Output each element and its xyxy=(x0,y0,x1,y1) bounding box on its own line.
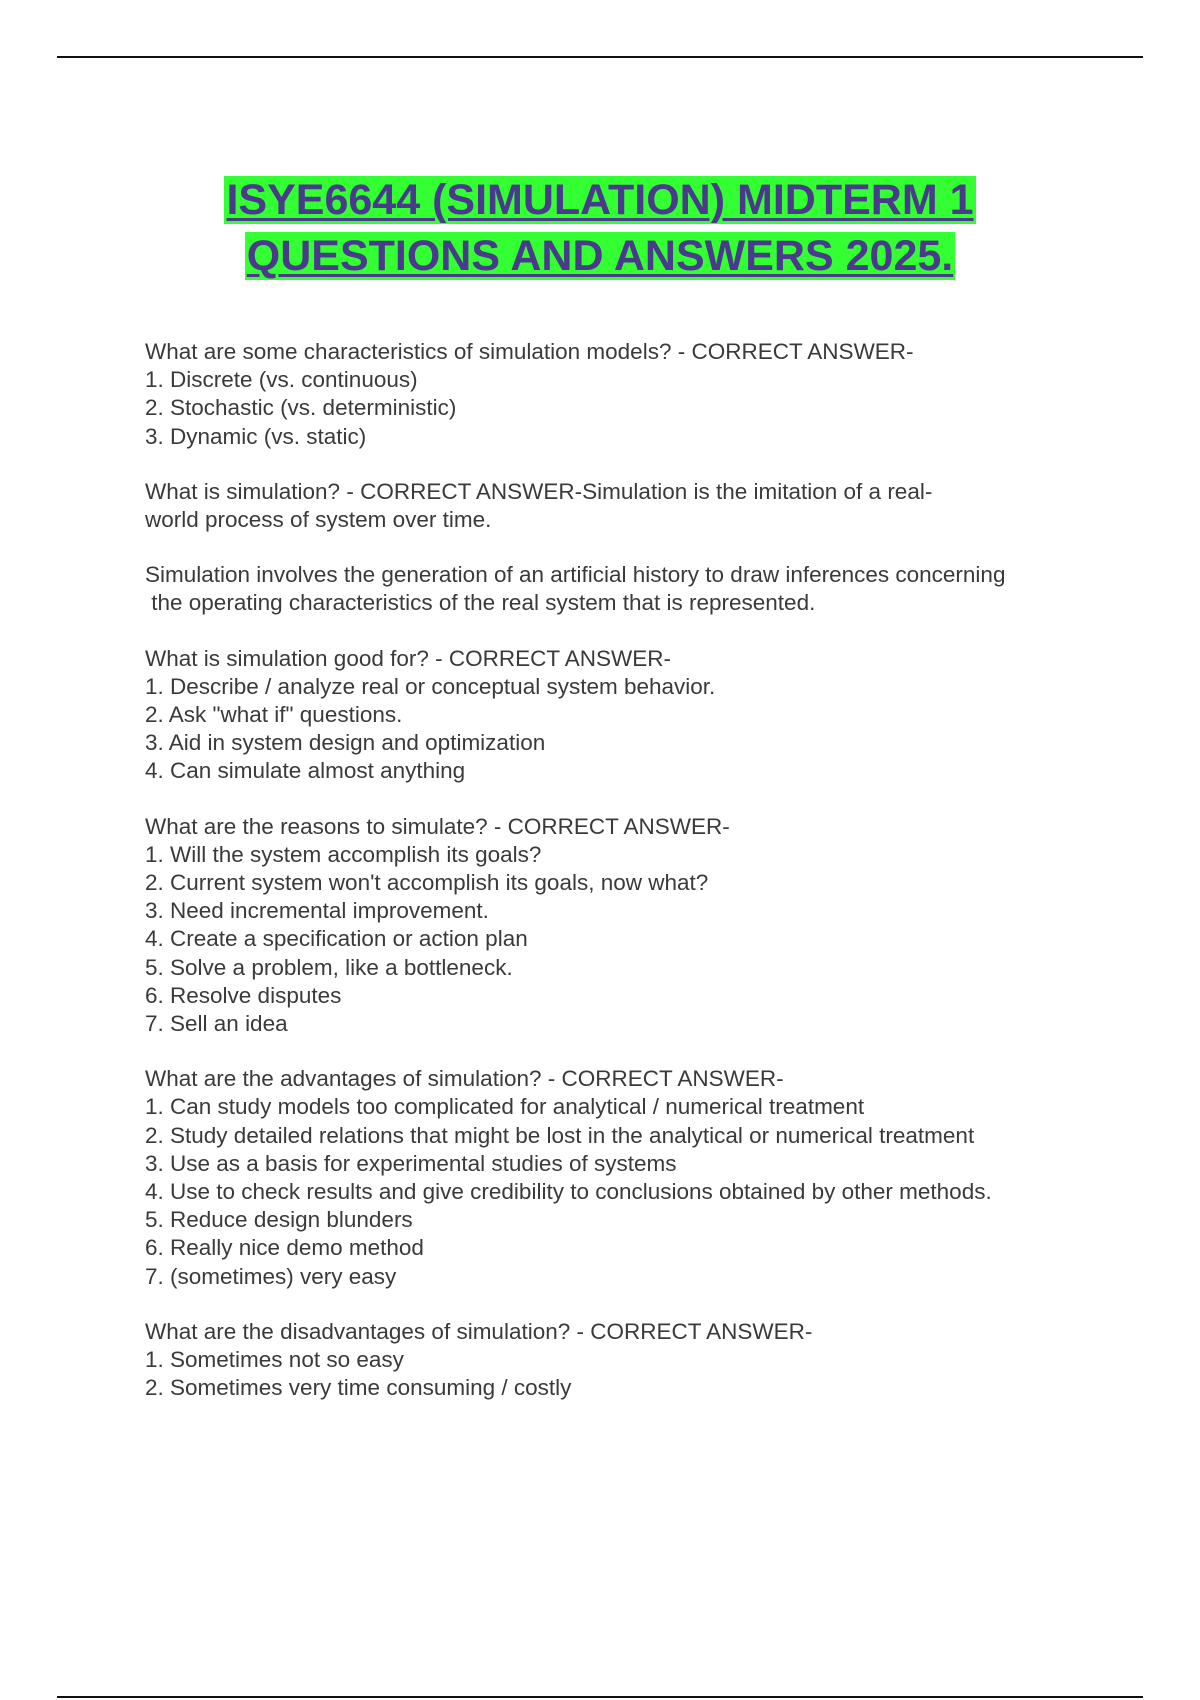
qa-block-good-for xyxy=(145,645,1105,786)
qa-block-reasons xyxy=(145,813,1105,1039)
answer-item: 2. Current system won't accomplish its goals, now what? xyxy=(145,870,709,896)
title-line-1: ISYE6644 (SIMULATION) MIDTERM 1 xyxy=(226,176,974,224)
answer-item: 7. Sell an idea xyxy=(145,1011,288,1037)
answer-paragraph-line: the operating characteristics of the real system that is represented. xyxy=(145,590,816,616)
answer-item: 2. Stochastic (vs. deterministic) xyxy=(145,395,457,421)
top-rule xyxy=(57,56,1143,58)
answer-item: 1. Will the system accomplish its goals? xyxy=(145,841,542,867)
qa-block-disadvantages xyxy=(145,1318,1105,1403)
answer-paragraph-line: Simulation involves the generation of an artificial history to draw inferences concerning xyxy=(145,562,1006,588)
answer-item: 2. Ask "what if" questions. xyxy=(145,702,403,728)
answer-item: 2. Study detailed relations that might be lost in the analytical or numerical treatment xyxy=(145,1122,975,1148)
question: What are some characteristics of simulation models? - CORRECT ANSWER- xyxy=(145,339,914,364)
answer-item: 7. (sometimes) very easy xyxy=(145,1263,397,1289)
qa-block-what-is-simulation xyxy=(145,478,1105,618)
answer-item: 6. Really nice demo method xyxy=(145,1235,424,1261)
answer-item: 4. Can simulate almost anything xyxy=(145,758,466,784)
answer-item: 3. Dynamic (vs. static) xyxy=(145,423,367,449)
answer-item: 3. Aid in system design and optimization xyxy=(145,730,546,756)
answer-list xyxy=(145,841,1105,1038)
question-line: world process of system over time. xyxy=(145,507,492,533)
answer-item: 4. Use to check results and give credibility to conclusions obtained by other methods. xyxy=(145,1179,992,1205)
answer-list xyxy=(145,1093,1105,1290)
answer-item: 1. Sometimes not so easy xyxy=(145,1347,404,1373)
question: What is simulation good for? - CORRECT ANSWER- xyxy=(145,645,671,671)
answer-list xyxy=(145,366,1105,451)
answer-item: 1. Describe / analyze real or conceptual system behavior. xyxy=(145,673,716,699)
answer-item: 1. Can study models too complicated for analytical / numerical treatment xyxy=(145,1094,865,1120)
answer-list xyxy=(145,673,1105,786)
qa-block-characteristics xyxy=(145,338,1105,451)
document-title xyxy=(0,172,1200,284)
answer-list xyxy=(145,1346,1105,1402)
question: What are the disadvantages of simulation? - CORRECT ANSWER- xyxy=(145,1318,813,1344)
title-line-2: QUESTIONS AND ANSWERS 2025. xyxy=(246,232,954,280)
answer-item: 3. Use as a basis for experimental studies of systems xyxy=(145,1150,677,1176)
answer-item: 2. Sometimes very time consuming / costly xyxy=(145,1375,572,1401)
answer-item: 6. Resolve disputes xyxy=(145,982,342,1008)
answer-item: 3. Need incremental improvement. xyxy=(145,898,489,924)
question: What are the reasons to simulate? - CORRECT ANSWER- xyxy=(145,813,730,839)
answer-item: 5. Reduce design blunders xyxy=(145,1207,413,1233)
bottom-rule xyxy=(57,1696,1143,1698)
question: What are the advantages of simulation? - CORRECT ANSWER- xyxy=(145,1066,784,1092)
answer-item: 5. Solve a problem, like a bottleneck. xyxy=(145,954,513,980)
qa-block-advantages xyxy=(145,1065,1105,1291)
answer-item: 4. Create a specification or action plan xyxy=(145,926,528,952)
question-line: What is simulation? - CORRECT ANSWER-Simulation is the imitation of a real- xyxy=(145,478,933,504)
answer-item: 1. Discrete (vs. continuous) xyxy=(145,367,418,393)
document-body xyxy=(145,338,1105,1430)
